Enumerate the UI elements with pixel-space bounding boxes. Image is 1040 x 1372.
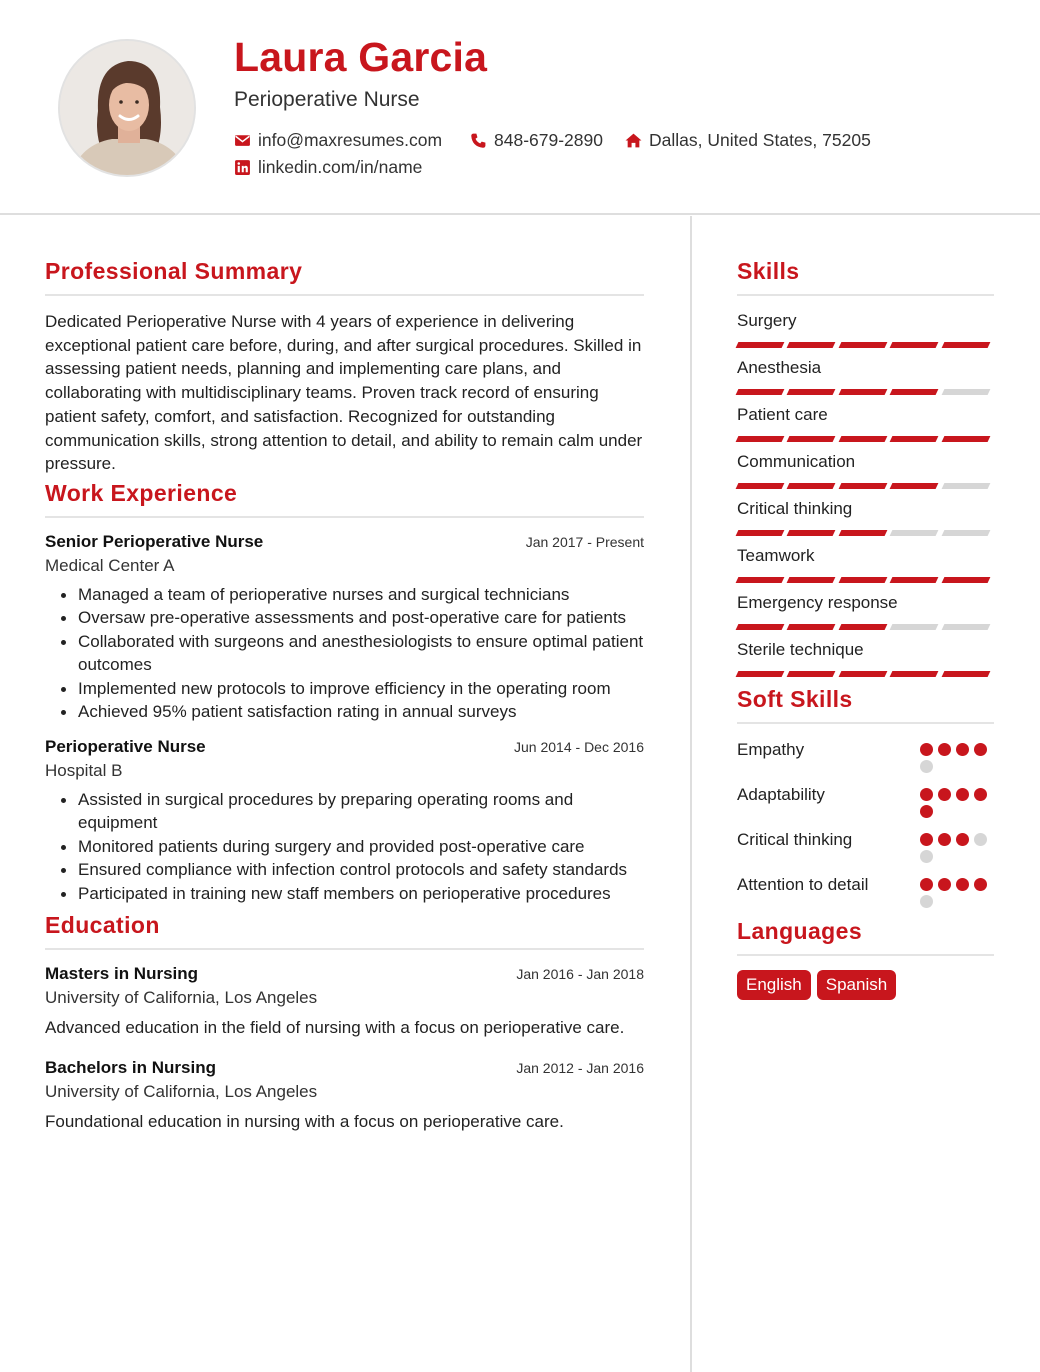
- home-icon: [625, 132, 642, 149]
- degree-title: Bachelors in Nursing: [45, 1058, 216, 1078]
- job-date: Jun 2014 - Dec 2016: [514, 738, 644, 755]
- soft-skills-heading: Soft Skills: [737, 686, 994, 724]
- contact-phone[interactable]: [470, 130, 603, 151]
- education-date: Jan 2012 - Jan 2016: [516, 1060, 644, 1077]
- skill-level-segment: [890, 624, 939, 630]
- skill-level-segment: [941, 389, 990, 395]
- skill-row: [737, 451, 994, 489]
- skill-level-segment: [890, 483, 939, 489]
- rating-dot: [920, 743, 933, 756]
- skill-level-segment: [890, 671, 939, 677]
- soft-skill-rating: [920, 783, 994, 822]
- soft-skill-row: [737, 783, 994, 822]
- languages-list: [737, 970, 994, 1000]
- language-badge: English: [737, 970, 811, 1000]
- experience-heading: Work Experience: [45, 480, 644, 518]
- education-entry: [45, 1058, 644, 1134]
- skill-level-segment: [736, 671, 785, 677]
- skill-level-bar: [737, 671, 994, 677]
- skill-name: Emergency response: [737, 593, 898, 612]
- soft-skill-name: Empathy: [737, 740, 805, 759]
- list-item: Ensured compliance with infection control protocols and safety standards: [78, 858, 644, 882]
- soft-skill-rating: [920, 873, 994, 912]
- skill-name: Patient care: [737, 405, 828, 424]
- skill-level-segment: [787, 342, 836, 348]
- rating-dot: [938, 833, 951, 846]
- candidate-role: Perioperative Nurse: [234, 88, 420, 111]
- job-employer: Medical Center A: [45, 555, 175, 575]
- skill-level-bar: [737, 389, 994, 395]
- skill-level-segment: [736, 483, 785, 489]
- job-entry: [45, 737, 644, 906]
- soft-skill-row: [737, 873, 994, 912]
- rating-dot: [974, 878, 987, 891]
- skill-level-bar: [737, 342, 994, 348]
- skill-row: [737, 310, 994, 348]
- skill-level-segment: [941, 436, 990, 442]
- education-heading: Education: [45, 912, 644, 950]
- skill-level-segment: [941, 483, 990, 489]
- skill-level-segment: [838, 436, 887, 442]
- job-title: Senior Perioperative Nurse: [45, 531, 264, 551]
- skill-row: [737, 592, 994, 630]
- skill-level-segment: [838, 530, 887, 536]
- soft-skill-name: Critical thinking: [737, 830, 853, 849]
- soft-skill-rating: [920, 738, 994, 777]
- skill-row: [737, 498, 994, 536]
- rating-dot: [974, 743, 987, 756]
- list-item: Oversaw pre-operative assessments and post-operative care for patients: [78, 606, 644, 630]
- rating-dot: [920, 788, 933, 801]
- skill-level-segment: [787, 624, 836, 630]
- rating-dot: [938, 878, 951, 891]
- portrait-photo: [60, 41, 196, 177]
- job-bullets: [45, 788, 644, 906]
- skill-level-bar: [737, 624, 994, 630]
- rating-dot: [974, 833, 987, 846]
- phone-icon: [470, 132, 487, 149]
- job-entry: [45, 532, 644, 724]
- list-item: Monitored patients during surgery and provided post-operative care: [78, 835, 644, 859]
- phone-text: 848-679-2890: [494, 130, 603, 150]
- skill-level-segment: [787, 389, 836, 395]
- rating-dot: [920, 833, 933, 846]
- skill-level-segment: [941, 577, 990, 583]
- skill-row: [737, 404, 994, 442]
- skill-level-segment: [787, 483, 836, 489]
- list-item: Achieved 95% patient satisfaction rating in annual surveys: [78, 700, 644, 724]
- skill-level-segment: [736, 530, 785, 536]
- envelope-icon: [234, 132, 251, 149]
- skill-level-segment: [890, 436, 939, 442]
- linkedin-icon: [234, 159, 251, 176]
- skill-row: [737, 639, 994, 677]
- skill-level-segment: [890, 342, 939, 348]
- skill-level-segment: [736, 577, 785, 583]
- language-badge: Spanish: [817, 970, 896, 1000]
- skill-level-segment: [838, 483, 887, 489]
- skill-level-segment: [941, 530, 990, 536]
- skill-level-segment: [787, 671, 836, 677]
- location-text: Dallas, United States, 75205: [649, 130, 871, 150]
- skill-level-segment: [787, 577, 836, 583]
- contact-linkedin[interactable]: [234, 157, 422, 178]
- list-item: Collaborated with surgeons and anesthesiologists to ensure optimal patient outcomes: [78, 630, 644, 677]
- skill-level-bar: [737, 577, 994, 583]
- main-column: [45, 258, 644, 1143]
- skill-level-segment: [736, 436, 785, 442]
- skills-list: [737, 310, 994, 677]
- soft-skill-row: [737, 828, 994, 867]
- soft-skill-rating: [920, 828, 994, 867]
- list-item: Participated in training new staff members on perioperative procedures: [78, 882, 644, 906]
- skill-row: [737, 357, 994, 395]
- degree-title: Masters in Nursing: [45, 964, 199, 984]
- job-bullets: [45, 583, 644, 724]
- skill-level-segment: [736, 389, 785, 395]
- skill-name: Anesthesia: [737, 358, 822, 377]
- skill-level-segment: [941, 671, 990, 677]
- soft-skills-list: [737, 738, 994, 912]
- education-entry: [45, 964, 644, 1040]
- education-date: Jan 2016 - Jan 2018: [516, 966, 644, 983]
- resume-header: [0, 0, 1040, 215]
- rating-dot: [920, 878, 933, 891]
- avatar: [58, 39, 196, 177]
- skill-level-segment: [736, 624, 785, 630]
- skill-level-segment: [838, 624, 887, 630]
- candidate-name: Laura Garcia: [234, 34, 488, 80]
- column-divider: [690, 216, 692, 1372]
- skill-level-segment: [941, 342, 990, 348]
- list-item: Implemented new protocols to improve efficiency in the operating room: [78, 677, 644, 701]
- rating-dot: [920, 895, 933, 908]
- skill-level-segment: [838, 671, 887, 677]
- skill-level-segment: [890, 577, 939, 583]
- school-name: University of California, Los Angeles: [45, 988, 318, 1008]
- skill-name: Communication: [737, 452, 856, 471]
- education-description: Foundational education in nursing with a focus on perioperative care.: [45, 1112, 564, 1132]
- skill-name: Sterile technique: [737, 640, 864, 659]
- rating-dot: [956, 743, 969, 756]
- rating-dot: [974, 788, 987, 801]
- job-date: Jan 2017 - Present: [525, 533, 644, 550]
- soft-skill-name: Attention to detail: [737, 875, 869, 894]
- skill-level-segment: [736, 342, 785, 348]
- skill-name: Surgery: [737, 311, 797, 330]
- rating-dot: [956, 788, 969, 801]
- list-item: Assisted in surgical procedures by preparing operating rooms and equipment: [78, 788, 644, 835]
- education-description: Advanced education in the field of nursing with a focus on perioperative care.: [45, 1018, 625, 1038]
- skill-level-segment: [787, 436, 836, 442]
- rating-dot: [920, 805, 933, 818]
- rating-dot: [938, 743, 951, 756]
- skill-level-segment: [838, 389, 887, 395]
- sidebar-column: [737, 258, 994, 1000]
- list-item: Managed a team of perioperative nurses and surgical technicians: [78, 583, 644, 607]
- rating-dot: [920, 760, 933, 773]
- email-text: info@maxresumes.com: [258, 130, 443, 150]
- skill-level-bar: [737, 436, 994, 442]
- skill-level-segment: [838, 342, 887, 348]
- skill-level-segment: [787, 530, 836, 536]
- contact-location: [625, 130, 871, 151]
- skill-name: Critical thinking: [737, 499, 853, 518]
- linkedin-text: linkedin.com/in/name: [258, 157, 423, 177]
- languages-heading: Languages: [737, 918, 994, 956]
- rating-dot: [956, 878, 969, 891]
- rating-dot: [938, 788, 951, 801]
- job-employer: Hospital B: [45, 760, 123, 780]
- skill-level-bar: [737, 483, 994, 489]
- skill-level-segment: [941, 624, 990, 630]
- rating-dot: [920, 850, 933, 863]
- summary-text: Dedicated Perioperative Nurse with 4 years of experience in delivering exceptional patient care before, during, and after surgical procedures. Skilled in assessing patient needs, planning and implementing care plans, and collaborating with multidisciplinary teams. Proven track record of ensuring patient safety, comfort, and satisfaction. Recognized for outstanding communication skills, strong attention to detail, and ability to remain calm under pressure.: [45, 312, 643, 474]
- soft-skill-row: [737, 738, 994, 777]
- job-title: Perioperative Nurse: [45, 736, 206, 756]
- skill-level-segment: [890, 530, 939, 536]
- skills-heading: Skills: [737, 258, 994, 296]
- skill-level-bar: [737, 530, 994, 536]
- school-name: University of California, Los Angeles: [45, 1082, 318, 1102]
- summary-heading: Professional Summary: [45, 258, 644, 296]
- contact-email[interactable]: [234, 130, 442, 151]
- skill-level-segment: [838, 577, 887, 583]
- skill-level-segment: [890, 389, 939, 395]
- soft-skill-name: Adaptability: [737, 785, 825, 804]
- skill-row: [737, 545, 994, 583]
- rating-dot: [956, 833, 969, 846]
- skill-name: Teamwork: [737, 546, 815, 565]
